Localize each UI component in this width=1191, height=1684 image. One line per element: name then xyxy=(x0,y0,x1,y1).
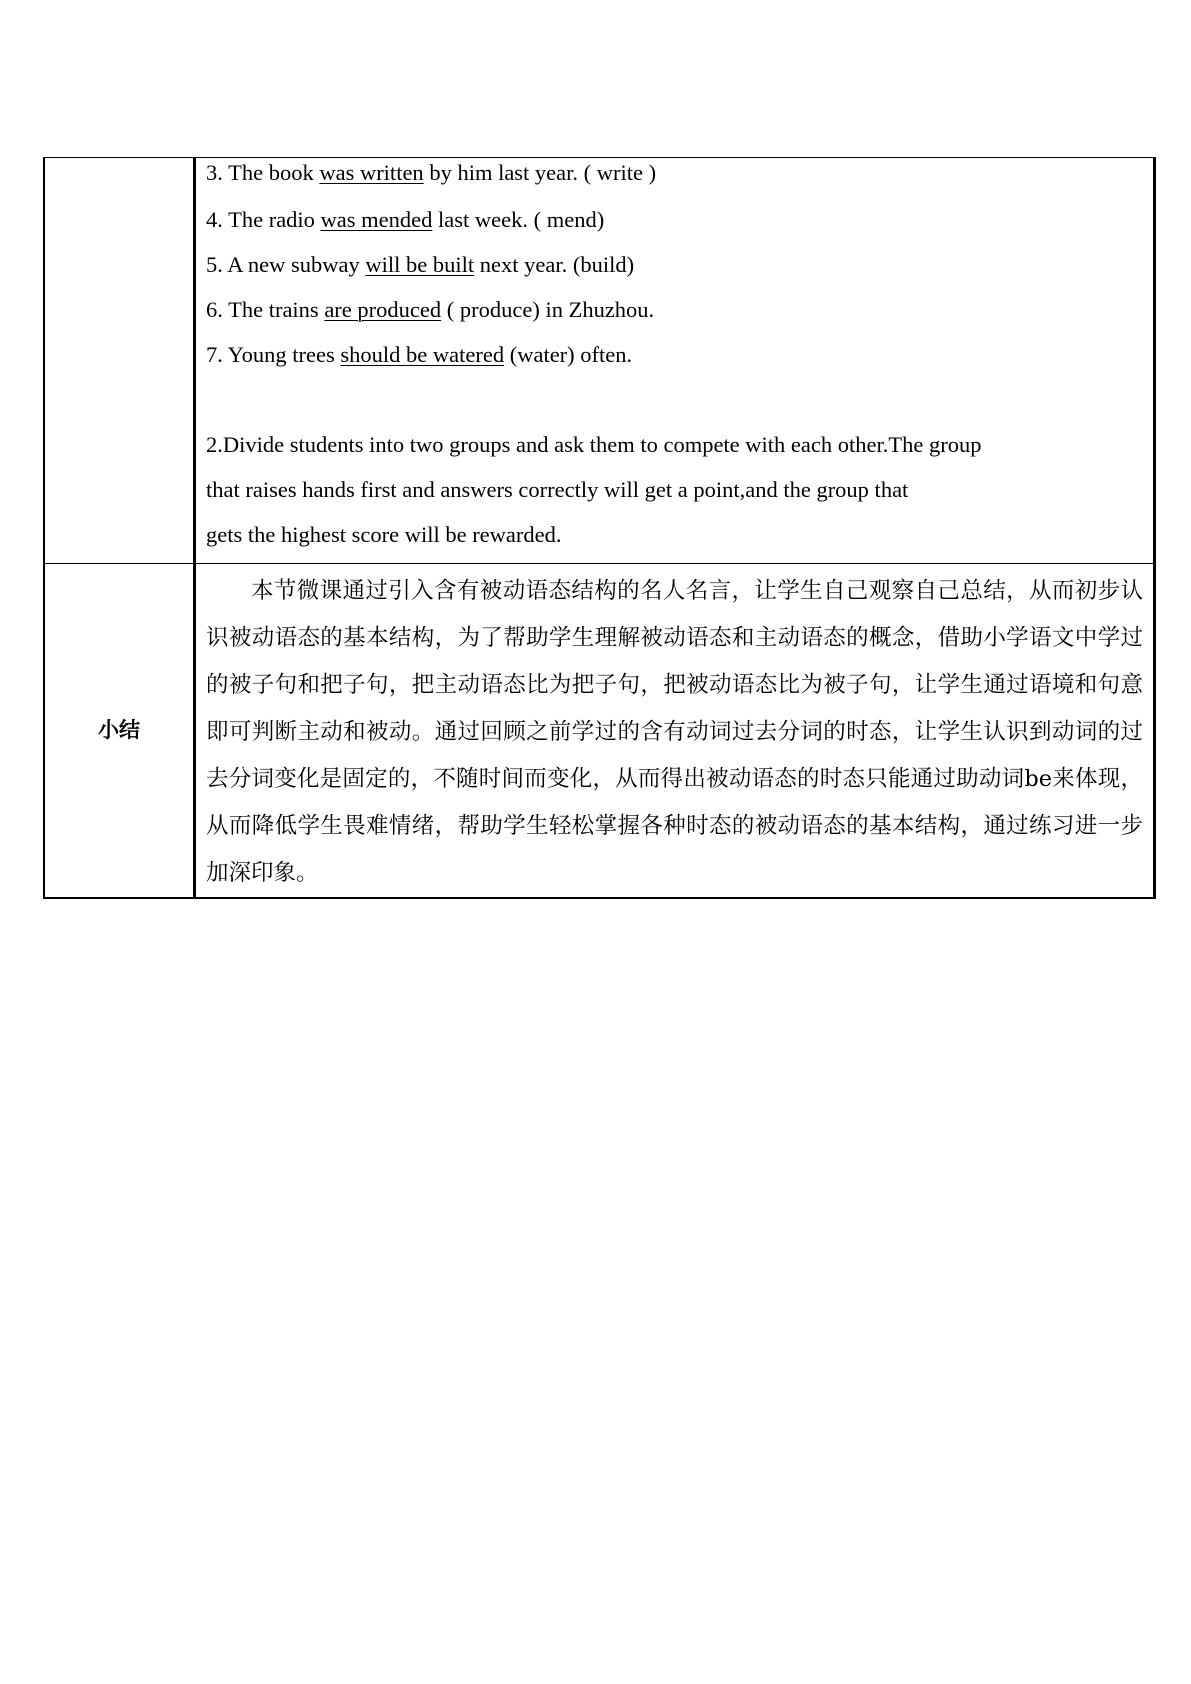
summary-label-cell xyxy=(44,564,195,899)
answer-text: are produced xyxy=(324,297,442,322)
activity-line: that raises hands first and answers correctly will get a point,and the group that xyxy=(206,477,909,502)
answer-text: should be watered xyxy=(340,342,505,367)
exercise-item: 4. The radio was mended last week. ( mend) xyxy=(206,207,605,232)
answer-text: was written xyxy=(319,160,424,185)
answer-text: was mended xyxy=(320,207,433,232)
blank-line xyxy=(206,383,1143,428)
exercise-item: 3. The book was written by him last year. ( write ) xyxy=(206,160,657,185)
exercise-label-cell xyxy=(44,158,195,564)
summary-row xyxy=(44,564,1155,899)
exercise-item: 6. The trains are produced ( produce) in Zhuzhou. xyxy=(206,297,655,322)
summary-text: 本节微课通过引入含有被动语态结构的名人名言，让学生自己观察自己总结，从而初步认识被动语态的基本结构，为了帮助学生理解被动语态和主动语态的概念，借助小学语文中学过的被子句和把子句，把主动语态比为把子句，把被动语态比为被子句，让学生通过语境和句意即可判断主动和被动。通过回顾之前学过的含有动词过去分词的时态，让学生认识到动词的过去分词变化是固定的，不随时间而变化，从而得出被动语态的时态只能通过助动词be来体现，从而降低学生畏难情绪，帮助学生轻松掌握各种时态的被动语态的基本结构，通过练习进一步加深印象。 xyxy=(206,578,1143,886)
exercise-item: 7. Young trees should be watered (water) often. xyxy=(206,342,633,367)
summary-label: 小结 xyxy=(98,718,140,742)
activity-line: gets the highest score will be rewarded. xyxy=(206,522,562,547)
exercise-row xyxy=(44,158,1155,564)
summary-content-cell xyxy=(195,564,1155,899)
lesson-plan-table xyxy=(43,157,1156,899)
exercise-item: 5. A new subway will be built next year. (build) xyxy=(206,252,635,277)
answer-text: will be built xyxy=(365,252,475,277)
activity-line: 2.Divide students into two groups and ask them to compete with each other.The group xyxy=(206,432,982,457)
exercise-content-cell xyxy=(195,158,1155,564)
